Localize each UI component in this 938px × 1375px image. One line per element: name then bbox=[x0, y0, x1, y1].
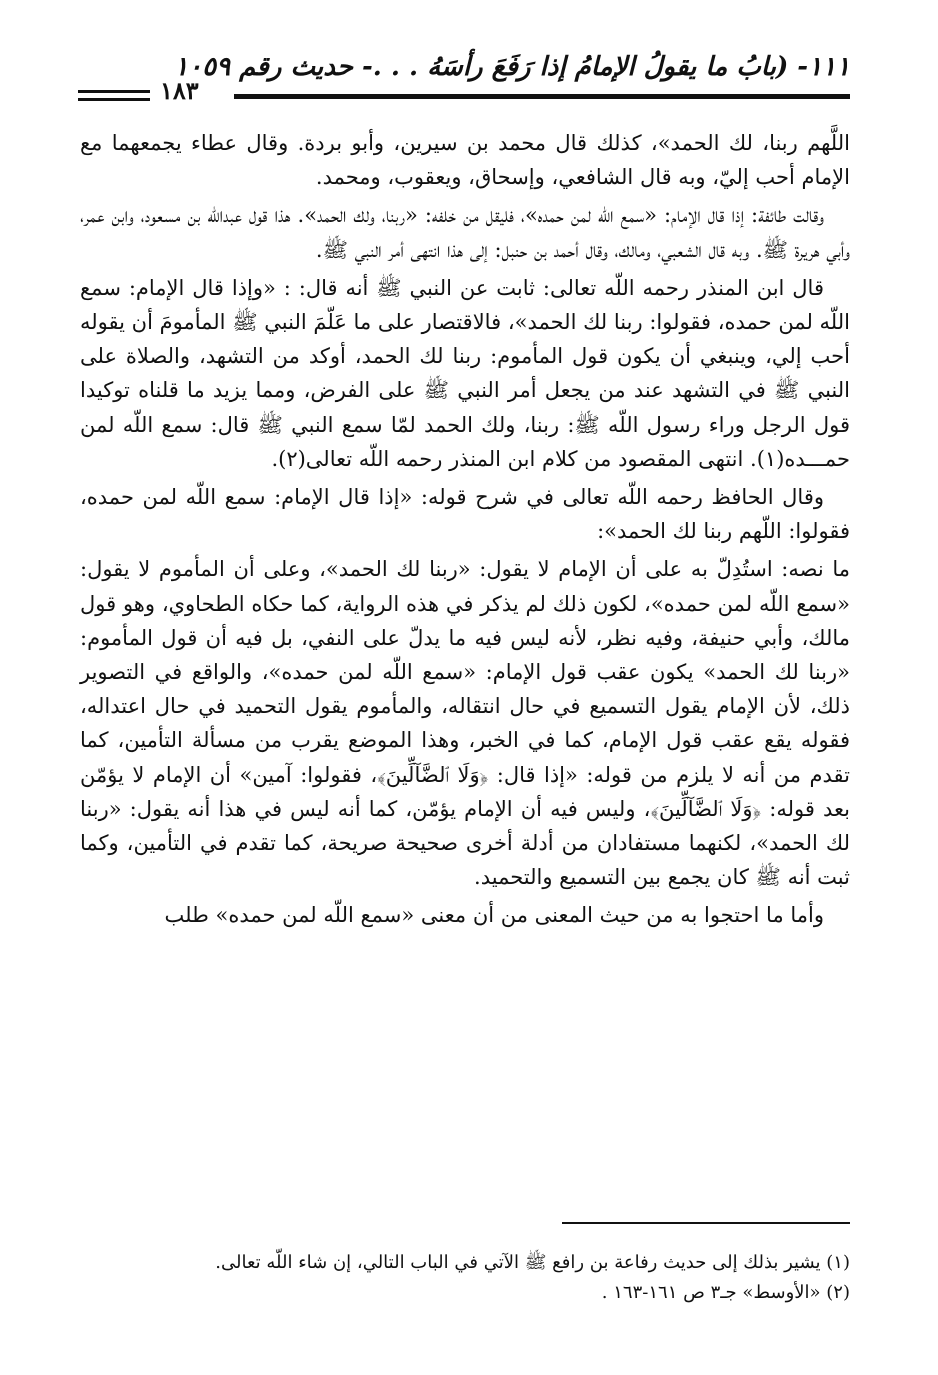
footnote-2: (٢) «الأوسط» جـ٣ ص ١٦١-١٦٣ . bbox=[601, 1282, 850, 1303]
paragraph-1: اللَّهم ربنا، لك الحمد»، كذلك قال محمد بن سيرين، وأبو بردة. وقال عطاء يجمعهما مع الإمام أحب إليّ، وبه قال الشافعي، وإسحاق، ويعقوب، ومحمد. bbox=[80, 131, 850, 190]
header-rule-thick bbox=[234, 94, 850, 99]
footnotes bbox=[80, 1248, 850, 1308]
paragraph-2: وقالت طائفة: إذا قال الإمام: «سمع اللّه لمن حمده»، فليقل من خلفه: «ربنا، ولك الحمد». هذا قول عبداللّه بن مسعود، وابن عمر، وأبي هريرة ﷺ. وبه قال الشعبي، ومالك، وقال أحمد بن حنبل: إلى هذا انتهى أمر النبي ﷺ. bbox=[80, 203, 850, 262]
paragraph-3: قال ابن المنذر رحمه اللّه تعالى: ثابت عن النبي ﷺ أنه قال: : «وإذا قال الإمام: سمع اللّه لمن حمده، فقولوا: ربنا لك الحمد»، فالاقتصار على ما عَلّمَ النبي ﷺ المأمومَ أن يقوله أحب إلي، وينبغي أن يكون قول المأموم: ربنا لك الحمد، أوكد من التشهد، والصلاة على النبي ﷺ في التشهد عند من يجعل أمر النبي ﷺ على الفرض، ومما يزيد ما قلناه توكيدا قول الرجل وراء رسول اللّه ﷺ: ربنا، ولك الحمد لمّا سمع النبي ﷺ قال: سمع اللّه لمن حمـــده(١). انتهى المقصود من كلام ابن المنذر رحمه اللّه تعالى(٢). bbox=[80, 275, 850, 471]
running-title: ١١١- (بابُ ما يقولُ الإمامُ إذا رَفَعَ رأسَهُ . . .- حديث رقم ١٠٥٩ bbox=[174, 52, 850, 82]
header-rule-thin-bottom bbox=[78, 98, 150, 101]
footnote-separator bbox=[562, 1222, 850, 1224]
main-text bbox=[80, 126, 850, 937]
paragraph-4: وقال الحافظ رحمه اللّه تعالى في شرح قوله: «إذا قال الإمام: سمع اللّه لمن حمده، فقولوا: اللّهم ربنا لك الحمد»: bbox=[80, 485, 850, 544]
paragraph-5: ما نصه: استُدِلّ به على أن الإمام لا يقول: «ربنا لك الحمد»، وعلى أن المأموم لا يقول: «سمع اللّه لمن حمده»، لكون ذلك لم يذكر في هذه الرواية، كما حكاه الطحاوي، وهو قول مالك، وأبي حنيفة، وفيه نظر، لأنه ليس فيه ما يدلّ على النفي، بل فيه أن قول المأموم: «ربنا لك الحمد» يكون عقب قول الإمام: «سمع اللّه لمن حمده»، والواقع في التصوير ذلك، لأن الإمام يقول التسميع في حال انتقاله، والمأموم يقول التحميد في حال اعتداله، فقوله يقع عقب قول الإمام، كما في الخبر، وهذا الموضع يقرب من مسألة التأمين، كما تقدم من أنه لا يلزم من قوله: «إذا قال: ﴿وَلَا ٱلضَّآلِّينَ﴾، فقولوا: آمين» أن الإمام لا يؤمّن بعد قوله: ﴿وَلَا ٱلضَّآلِّينَ﴾، وليس فيه أن الإمام يؤمّن، كما أنه ليس في هذا أنه يقول: «ربنا لك الحمد»، لكنهما مستفادان من أدلة أخرى صحيحة صريحة، كما تقدم في التأمين، وكما ثبت أنه ﷺ كان يجمع بين التسميع والتحميد. bbox=[80, 557, 850, 890]
page-number: ١٨٣ bbox=[160, 76, 199, 105]
paragraph-6: وأما ما احتجوا به من حيث المعنى من أن معنى «سمع اللّه لمن حمده» طلب bbox=[164, 903, 824, 928]
footnote-1: (١) يشير بذلك إلى حديث رفاعة بن رافع ﷺ الآتي في الباب التالي، إن شاء اللّه تعالى. bbox=[215, 1252, 850, 1273]
header-rule-thin-top bbox=[78, 90, 150, 93]
page-header bbox=[78, 52, 850, 108]
